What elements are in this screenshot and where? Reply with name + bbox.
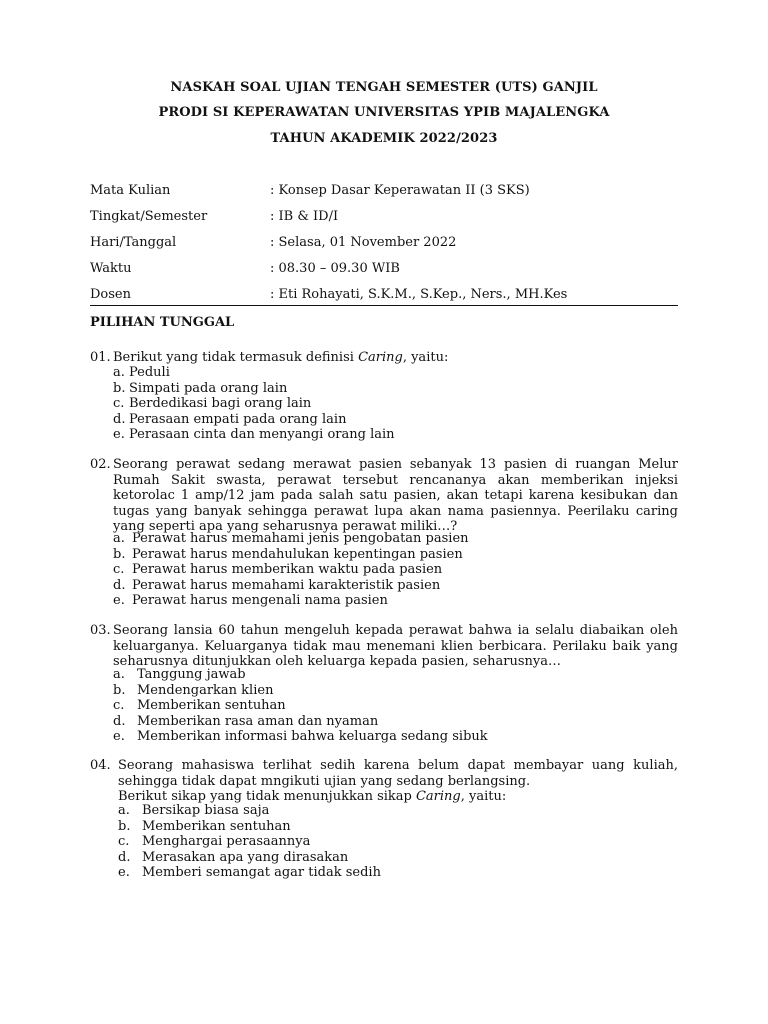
program-title: PRODI SI KEPERAWATAN UNIVERSITAS YPIB MAJALENGKA	[158, 105, 610, 120]
info-label-date: Hari/Tanggal	[90, 235, 177, 250]
option-letter: a.	[118, 803, 130, 818]
option-text: Perasaan empati pada orang lain	[129, 411, 347, 427]
question-text-part: , yaitu:	[460, 789, 507, 804]
option-letter: c.	[113, 562, 125, 578]
info-label-semester: Tingkat/Semester	[90, 209, 208, 224]
option-letter: e.	[113, 593, 125, 609]
option-text: Memberi semangat agar tidak sedih	[142, 865, 381, 881]
question-text: Seorang lansia 60 tahun mengeluh kepada perawat bahwa ia selalu diabaikan oleh keluarganya. Keluarganya tidak mau menemani klien berbicara. Perilaku baik yang seharusnya ditunjukkan oleh keluarga kepada pasien, seharusnya…	[113, 623, 678, 670]
options-list	[113, 667, 673, 745]
option-item	[113, 578, 673, 594]
option-letter: b.	[113, 682, 126, 698]
option-item	[113, 593, 673, 609]
info-value-lecturer: : Eti Rohayati, S.K.M., S.Kep., Ners., MH.Kes	[270, 287, 568, 302]
academic-year: TAHUN AKADEMIK 2022/2023	[270, 131, 498, 146]
option-item	[113, 667, 673, 683]
exam-title: NASKAH SOAL UJIAN TENGAH SEMESTER (UTS) GANJIL	[170, 80, 598, 95]
option-item	[113, 547, 673, 563]
option-text: Perawat harus memberikan waktu pada pasien	[132, 562, 443, 578]
option-item	[118, 803, 673, 819]
option-letter: b.	[113, 380, 126, 396]
option-letter: c.	[113, 698, 125, 714]
info-value-semester: : IB & ID/I	[270, 209, 339, 224]
option-letter: e.	[113, 427, 125, 443]
question-text-part: , yaitu:	[402, 350, 449, 365]
header-divider	[90, 305, 678, 306]
option-text: Perawat harus mengenali nama pasien	[132, 593, 388, 609]
option-letter: e.	[118, 865, 130, 881]
option-text: Memberikan sentuhan	[137, 698, 286, 714]
option-letter: b.	[113, 546, 126, 562]
option-item	[113, 698, 673, 714]
option-letter: c.	[113, 396, 125, 412]
info-label-lecturer: Dosen	[90, 287, 131, 302]
info-value-course: : Konsep Dasar Keperawatan II (3 SKS)	[270, 183, 530, 198]
question-number: 01.	[90, 350, 111, 365]
option-text: Simpati pada orang lain	[129, 380, 288, 396]
option-item	[113, 531, 673, 547]
info-label-course: Mata Kulian	[90, 183, 171, 198]
options-list	[113, 365, 673, 443]
info-value-date: : Selasa, 01 November 2022	[270, 235, 457, 250]
info-value-time: : 08.30 – 09.30 WIB	[270, 261, 400, 276]
option-text: Peduli	[129, 365, 170, 380]
option-letter: b.	[118, 818, 131, 834]
option-text: Merasakan apa yang dirasakan	[142, 849, 349, 865]
question-number: 04.	[90, 758, 111, 773]
question-text: Seorang mahasiswa terlihat sedih karena belum dapat membayar uang kuliah, sehingga tidak dapat mngikuti ujian yang sedang berlangsing.	[118, 758, 678, 789]
section-title: PILIHAN TUNGGAL	[90, 315, 235, 330]
option-text: Mendengarkan klien	[137, 682, 274, 698]
option-text: Berdedikasi bagi orang lain	[129, 396, 312, 412]
option-item	[118, 834, 673, 850]
option-item	[113, 562, 673, 578]
option-item	[113, 365, 673, 381]
option-letter: a.	[113, 531, 125, 546]
info-label-time: Waktu	[90, 261, 132, 276]
option-text: Memberikan informasi bahwa keluarga sedang sibuk	[137, 729, 488, 745]
option-item	[113, 714, 673, 730]
option-item	[118, 865, 673, 881]
option-text: Perawat harus mendahulukan kepentingan pasien	[132, 546, 463, 562]
options-list	[118, 803, 673, 881]
option-item	[118, 850, 673, 866]
options-list	[113, 531, 673, 609]
option-text: Perawat harus memahami jenis pengobatan pasien	[132, 531, 469, 546]
option-item	[113, 412, 673, 428]
option-letter: a.	[113, 667, 125, 682]
option-text: Perasaan cinta dan menyangi orang lain	[129, 427, 395, 443]
question-number: 02.	[90, 457, 111, 472]
option-letter: d.	[118, 849, 131, 865]
option-item	[113, 683, 673, 699]
option-text: Tanggung jawab	[137, 667, 246, 682]
question-text: Seorang perawat sedang merawat pasien sebanyak 13 pasien di ruangan Melur Rumah Sakit swasta, perawat tersebut rencananya akan memberikan injeksi ketorolac 1 amp/12 jam pada salah satu pasien, akan tetapi karena kesibukan dan tugas yang banyak sehingga perawat lupa akan nama pasiennya. Peerilaku caring yang seperti apa yang seharusnya perawat miliki…?	[113, 457, 678, 535]
option-letter: a.	[113, 365, 125, 380]
question-number: 03.	[90, 623, 111, 638]
option-item	[113, 396, 673, 412]
option-letter: d.	[113, 411, 126, 427]
option-text: Memberikan rasa aman dan nyaman	[137, 713, 379, 729]
question-text	[113, 350, 678, 366]
option-item	[113, 381, 673, 397]
option-text: Perawat harus memahami karakteristik pasien	[132, 577, 441, 593]
question-text-italic: Caring	[415, 789, 461, 804]
option-letter: d.	[113, 713, 126, 729]
option-letter: e.	[113, 729, 125, 745]
question-text-italic: Caring	[358, 350, 403, 365]
question-text-part: Berikut sikap yang tidak menunjukkan sikap	[118, 789, 416, 804]
option-item	[118, 819, 673, 835]
option-letter: d.	[113, 577, 126, 593]
question-text-part: Berikut yang tidak termasuk definisi	[113, 350, 359, 365]
option-text: Memberikan sentuhan	[142, 818, 291, 834]
option-text: Bersikap biasa saja	[142, 803, 270, 818]
option-letter: c.	[118, 834, 130, 850]
option-item	[113, 427, 673, 443]
option-item	[113, 729, 673, 745]
option-text: Menghargai perasaannya	[142, 834, 311, 850]
